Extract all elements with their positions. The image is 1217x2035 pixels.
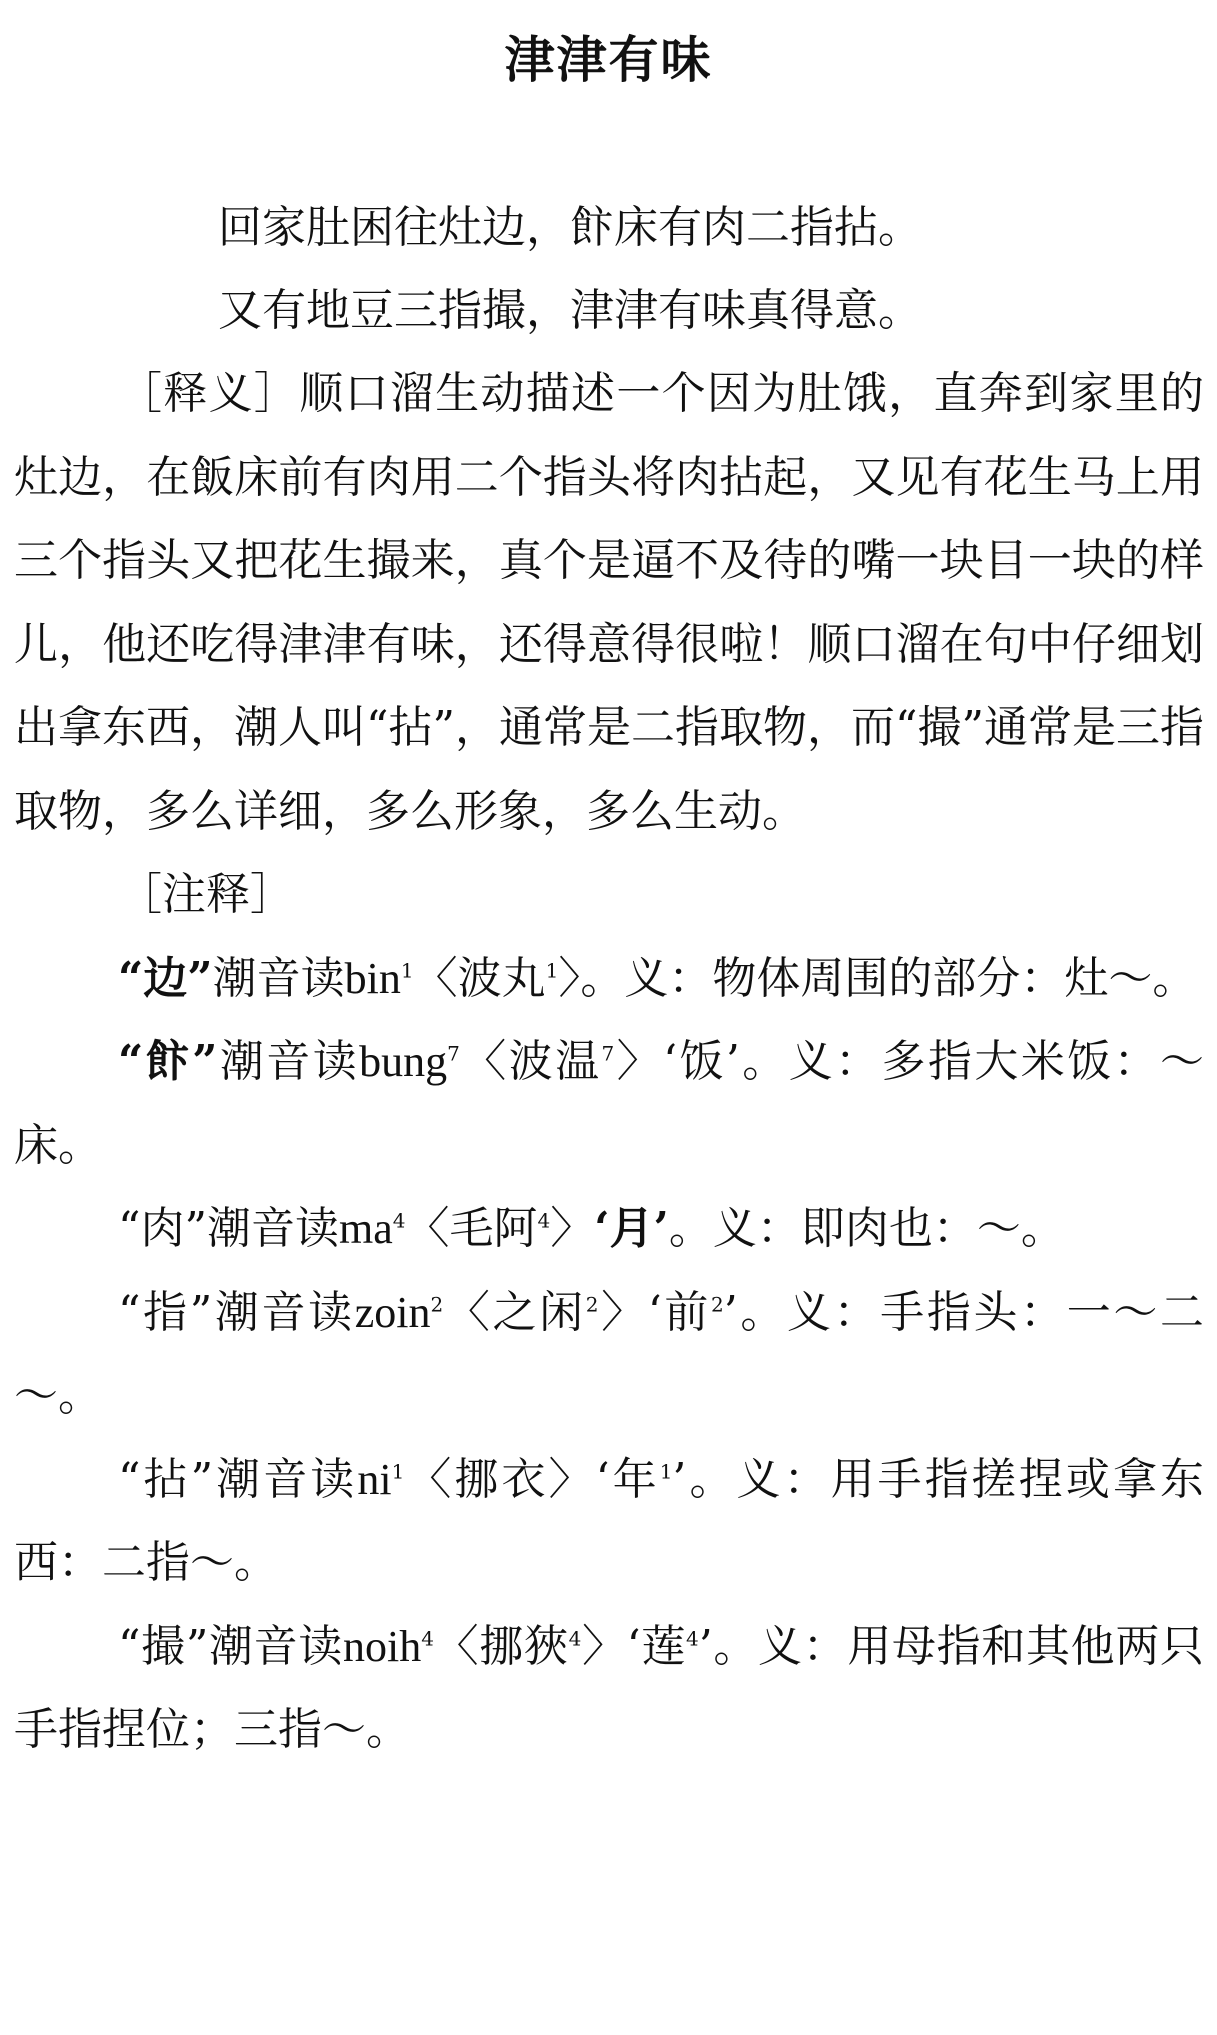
note-equiv: ‘年 bbox=[595, 1453, 660, 1505]
explanation-paragraph: ［释义］顺口溜生动描述一个因为肚饿，直奔到家里的灶边，在飯床前有肉用二个指头将肉拈起，又见有花生马上用三个指头又把花生撮来，真个是逼不及待的嘴一块目一块的样儿，他还吃得津津有味，还得意得很啦！顺口溜在句中仔细划出拿东西，潮人叫“拈”，通常是二指取物，而“撮”通常是三指取物，多么详细，多么形象，多么生动。 bbox=[14, 368, 1204, 837]
note-pre: 潮音读 bbox=[217, 1036, 360, 1087]
note-equiv-tone: 4 bbox=[685, 1625, 699, 1650]
note-cuo bbox=[14, 1605, 1204, 1772]
poem-line-2: 又有地豆三指撮，津津有味真得意。 bbox=[218, 285, 922, 336]
note-fanqie-close: 〉 bbox=[548, 1453, 596, 1505]
body-text bbox=[14, 352, 1204, 1772]
note-term: “飰” bbox=[118, 1036, 218, 1087]
note-pinyin: ni bbox=[357, 1454, 392, 1504]
note-fanqie-close: 〉 bbox=[550, 1203, 595, 1254]
note-fanqie-tone: 2 bbox=[585, 1291, 599, 1316]
note-fanqie-tone: 7 bbox=[601, 1041, 615, 1066]
note-fanqie-tone: 1 bbox=[545, 957, 559, 982]
note-meaning: ’。义：手指头：一～二～。 bbox=[14, 1286, 1205, 1421]
note-fanqie: 〈波丸 bbox=[413, 952, 546, 1004]
note-equiv: ‘月’ bbox=[594, 1203, 669, 1254]
note-fanqie: 〈之闲 bbox=[443, 1286, 586, 1338]
note-meaning: 。义：多指大米饭：～床。 bbox=[14, 1036, 1205, 1171]
note-tone: 4 bbox=[392, 1208, 406, 1233]
poem-line-1: 回家肚困往灶边，飰床有肉二指拈。 bbox=[218, 202, 922, 253]
note-pinyin: bin bbox=[344, 953, 401, 1003]
note-equiv-tone: 1 bbox=[659, 1458, 673, 1483]
note-equiv: ‘前 bbox=[647, 1286, 712, 1338]
note-pinyin: noih bbox=[342, 1621, 422, 1671]
page-title: 津津有味 bbox=[504, 31, 713, 89]
note-fanqie-close: 〉 bbox=[581, 1620, 627, 1672]
note-tone: 1 bbox=[391, 1458, 405, 1483]
note-meaning: ’。义：用手指搓捏或拿东西：二指～。 bbox=[14, 1453, 1205, 1588]
note-rou bbox=[14, 1187, 1204, 1271]
note-fan bbox=[14, 1020, 1204, 1187]
poem-block bbox=[218, 186, 1208, 352]
note-fanqie-close: 〉 bbox=[558, 952, 581, 1004]
note-meaning: 。义：即肉也：～。 bbox=[668, 1203, 1065, 1254]
note-fanqie: 〈毛阿 bbox=[405, 1203, 538, 1254]
note-pinyin: bung bbox=[359, 1037, 448, 1086]
note-nian bbox=[14, 1438, 1204, 1605]
note-pre: 潮音读 bbox=[213, 1453, 358, 1505]
note-fanqie: 〈波温 bbox=[459, 1036, 602, 1087]
note-zhi bbox=[14, 1271, 1204, 1438]
note-tone: 7 bbox=[447, 1041, 460, 1066]
note-pre: 潮音读 bbox=[207, 1203, 339, 1254]
note-fanqie-tone: 4 bbox=[568, 1625, 582, 1650]
note-fanqie-tone: 4 bbox=[537, 1208, 551, 1233]
note-equiv-tone: 2 bbox=[711, 1291, 724, 1316]
note-pre: 潮音读 bbox=[212, 1286, 355, 1338]
note-pinyin: zoin bbox=[354, 1287, 431, 1337]
note-tone: 1 bbox=[400, 957, 414, 982]
note-term: “肉” bbox=[118, 1203, 207, 1254]
note-term: “边” bbox=[118, 952, 213, 1004]
note-fanqie-close: 〉 bbox=[598, 1286, 648, 1338]
note-term: “撮” bbox=[118, 1620, 209, 1672]
note-meaning: ’。义：用母指和其他两只手指捏位；三指～。 bbox=[14, 1620, 1204, 1755]
note-fanqie: 〈挪衣 bbox=[404, 1453, 549, 1505]
note-tone: 2 bbox=[430, 1291, 444, 1316]
note-term: “拈” bbox=[118, 1453, 214, 1505]
note-pre: 潮音读 bbox=[208, 1620, 343, 1672]
note-pinyin: ma bbox=[339, 1204, 393, 1253]
note-fanqie-close: 〉 bbox=[614, 1036, 664, 1087]
note-meaning: 。义：物体周围的部分：灶～。 bbox=[580, 952, 1197, 1004]
note-term: “指” bbox=[118, 1286, 213, 1338]
note-bian bbox=[14, 937, 1204, 1021]
note-equiv: ‘莲 bbox=[626, 1620, 686, 1672]
notes-heading: ［注释］ bbox=[118, 869, 294, 920]
note-tone: 4 bbox=[421, 1625, 434, 1650]
note-fanqie: 〈挪狹 bbox=[433, 1620, 569, 1672]
note-equiv: ‘饭’ bbox=[663, 1036, 740, 1087]
note-pre: 潮音读 bbox=[212, 952, 345, 1004]
